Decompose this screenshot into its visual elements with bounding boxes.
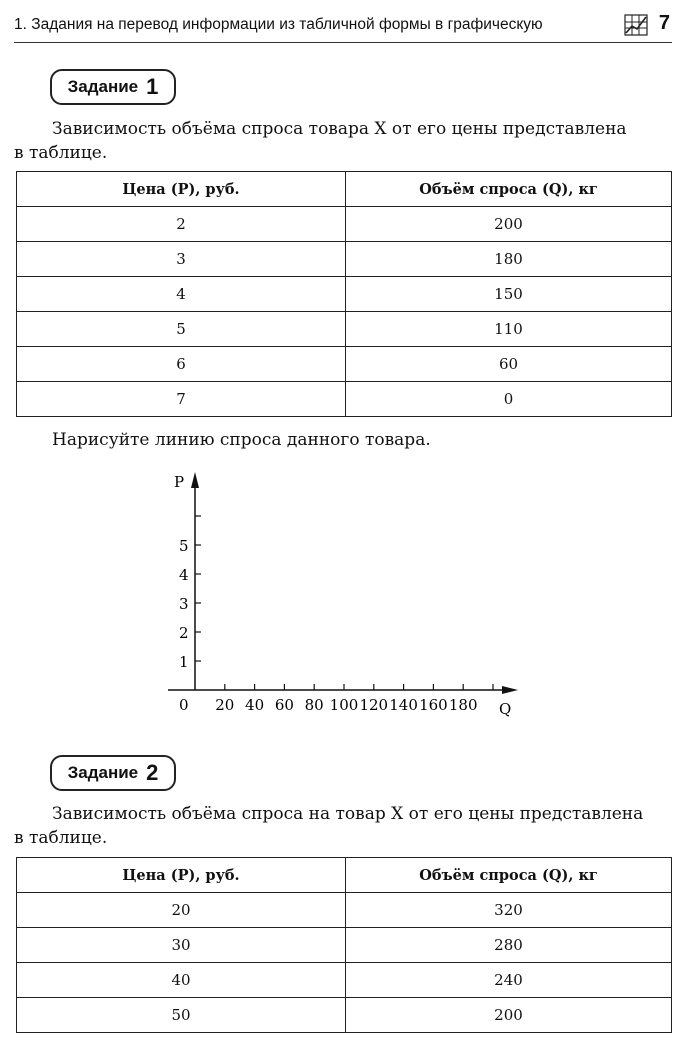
chart-grid-icon bbox=[624, 14, 648, 36]
x-tick-label: 40 bbox=[245, 696, 265, 714]
task-number: 1 bbox=[146, 74, 159, 99]
y-tick-label: 1 bbox=[179, 653, 189, 671]
table-header-row bbox=[17, 858, 672, 893]
price-column-header: Цена (P), руб. bbox=[17, 172, 346, 207]
x-ticks bbox=[215, 684, 493, 714]
x-tick-label: 160 bbox=[419, 696, 448, 714]
task-2-text-line1: Зависимость объёма спроса на товар X от его цены представлена bbox=[52, 804, 644, 824]
y-tick-label: 4 bbox=[179, 566, 189, 584]
table-row bbox=[17, 347, 672, 382]
y-tick-label: 2 bbox=[179, 624, 189, 642]
task-2-text-line2: в таблице. bbox=[14, 828, 108, 848]
task-2-text bbox=[14, 802, 674, 850]
table-row bbox=[17, 893, 672, 928]
axes bbox=[168, 472, 518, 694]
x-axis-label: Q bbox=[499, 700, 512, 718]
table-row bbox=[17, 382, 672, 417]
page-number: 7 bbox=[658, 12, 670, 34]
x-tick-label: 140 bbox=[389, 696, 418, 714]
task-label: Задание bbox=[67, 763, 139, 782]
quantity-cell: 110 bbox=[346, 312, 672, 347]
price-cell: 6 bbox=[17, 347, 346, 382]
task-number: 2 bbox=[146, 760, 159, 785]
quantity-cell: 180 bbox=[346, 242, 672, 277]
price-cell: 30 bbox=[17, 928, 346, 963]
quantity-cell: 0 bbox=[346, 382, 672, 417]
drawing-instruction: Нарисуйте линию спроса данного товара. bbox=[52, 430, 431, 450]
y-ticks bbox=[179, 516, 201, 671]
quantity-cell: 150 bbox=[346, 277, 672, 312]
x-axis-arrow bbox=[502, 686, 518, 694]
quantity-cell: 200 bbox=[346, 998, 672, 1033]
task-2-table bbox=[16, 857, 672, 1033]
quantity-cell: 320 bbox=[346, 893, 672, 928]
task-1-badge bbox=[50, 69, 176, 105]
table-row bbox=[17, 928, 672, 963]
quantity-column-header: Объём спроса (Q), кг bbox=[346, 858, 672, 893]
table-row bbox=[17, 312, 672, 347]
running-header bbox=[14, 10, 672, 43]
x-tick-label: 120 bbox=[359, 696, 389, 714]
x-tick-label: 180 bbox=[448, 696, 478, 714]
origin-label: 0 bbox=[179, 696, 189, 714]
task-2-badge bbox=[50, 755, 176, 791]
x-tick-label: 20 bbox=[215, 696, 235, 714]
price-column-header: Цена (P), руб. bbox=[17, 858, 346, 893]
x-tick-label: 80 bbox=[304, 696, 324, 714]
table-row bbox=[17, 998, 672, 1033]
price-cell: 3 bbox=[17, 242, 346, 277]
quantity-column-header: Объём спроса (Q), кг bbox=[346, 172, 672, 207]
table-row bbox=[17, 963, 672, 998]
y-tick-label: 3 bbox=[179, 595, 189, 613]
table-row bbox=[17, 207, 672, 242]
quantity-cell: 200 bbox=[346, 207, 672, 242]
x-tick-label: 100 bbox=[329, 696, 359, 714]
price-cell: 2 bbox=[17, 207, 346, 242]
task-1-text-line1: Зависимость объёма спроса товара X от его цены представлена bbox=[52, 119, 627, 139]
price-cell: 20 bbox=[17, 893, 346, 928]
quantity-cell: 60 bbox=[346, 347, 672, 382]
price-cell: 40 bbox=[17, 963, 346, 998]
table-row bbox=[17, 277, 672, 312]
table-header-row bbox=[17, 172, 672, 207]
demand-graph-axes bbox=[140, 460, 540, 730]
task-1-text bbox=[14, 117, 674, 165]
price-cell: 5 bbox=[17, 312, 346, 347]
task-1-table bbox=[16, 171, 672, 417]
price-cell: 4 bbox=[17, 277, 346, 312]
table-row bbox=[17, 242, 672, 277]
y-axis-arrow bbox=[191, 472, 199, 488]
task-1-text-line2: в таблице. bbox=[14, 143, 108, 163]
quantity-cell: 280 bbox=[346, 928, 672, 963]
x-tick-label: 60 bbox=[274, 696, 294, 714]
quantity-cell: 240 bbox=[346, 963, 672, 998]
price-cell: 7 bbox=[17, 382, 346, 417]
y-axis-label: P bbox=[174, 473, 185, 491]
task-label: Задание bbox=[67, 77, 139, 96]
y-tick-label: 5 bbox=[179, 537, 189, 555]
chapter-title: 1. Задания на перевод информации из табличной формы в графическую bbox=[14, 16, 543, 33]
price-cell: 50 bbox=[17, 998, 346, 1033]
